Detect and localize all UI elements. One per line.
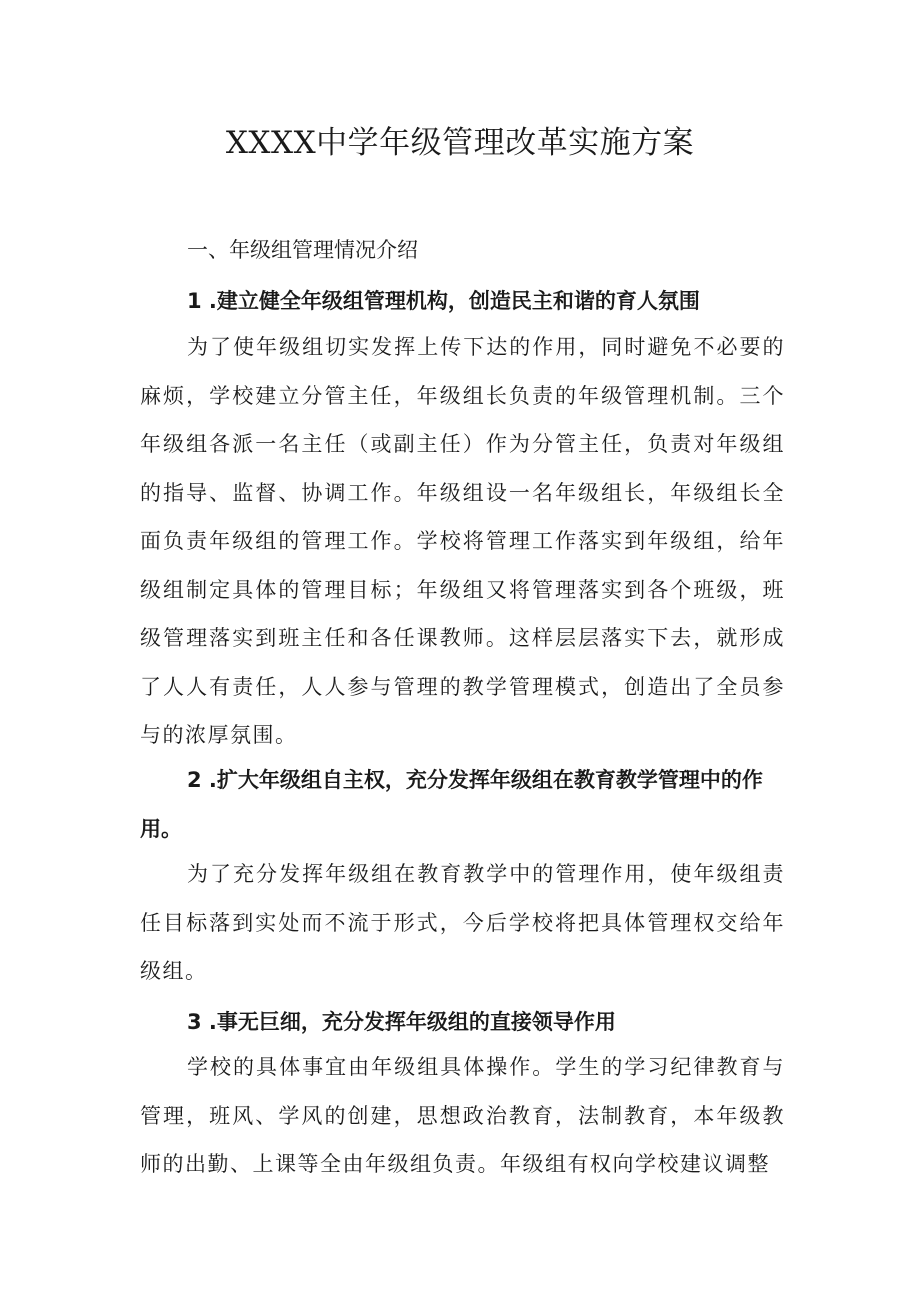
subsection-heading-1: 1 .建立健全年级组管理机构，创造民主和谐的育人氛围: [187, 289, 700, 313]
subsection-heading-3: 3 .事无巨细，充分发挥年级组的直接领导作用: [187, 1010, 616, 1034]
paragraph-1: 为了使年级组切实发挥上传下达的作用，同时避免不必要的麻烦，学校建立分管主任，年级组长负责的年级管理机制。三个年级组各派一名主任（或副主任）作为分管主任，负责对年级组的指导、监督、协调工作。年级组设一名年级组长，年级组长全面负责年级组的管理工作。学校将管理工作落实到年级组，给年级组制定具体的管理目标；年级组又将管理落实到各个班级，班级管理落实到班主任和各任课教师。这样层层落实下去，就形成了人人有责任，人人参与管理的教学管理模式，创造出了全员参与的浓厚氛围。: [140, 335, 785, 747]
paragraph-3: 学校的具体事宜由年级组具体操作。学生的学习纪律教育与管理，班风、学风的创建，思想政治教育，法制教育，本年级教师的出勤、上课等全由年级组负责。年级组有权向学校建议调整: [140, 1055, 785, 1176]
document-title: XXXX中学年级管理改革实施方案: [225, 125, 695, 161]
section-heading: 一、年级组管理情况介绍: [187, 238, 418, 262]
paragraph-2: 为了充分发挥年级组在教育教学中的管理作用，使年级组责任目标落到实处而不流于形式，今后学校将把具体管理权交给年级组。: [140, 862, 785, 983]
subsection-heading-2: 2 .扩大年级组自主权，充分发挥年级组在教育教学管理中的作用。: [140, 768, 763, 841]
